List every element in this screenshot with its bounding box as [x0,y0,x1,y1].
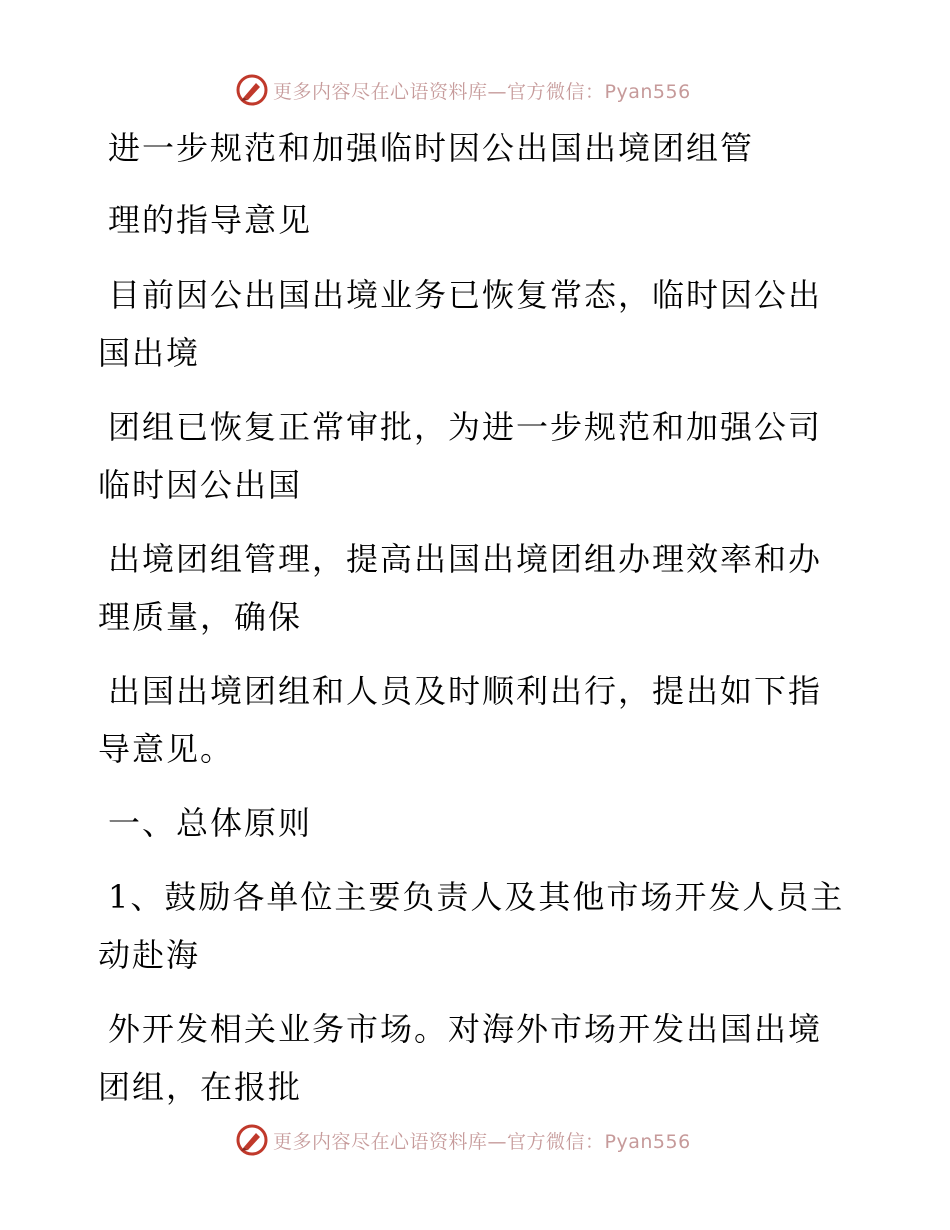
watermark-header [235,72,691,108]
paragraph-line: 出境团组管理，提高出国出境团组办理效率和办 [108,540,823,578]
paragraph-line: 团组，在报批 [98,1068,303,1106]
document-title-line-2: 理的指导意见 [108,201,313,239]
paragraph-line: 临时因公出国 [98,466,303,504]
section-heading: 一、总体原则 [108,804,313,842]
paragraph-line: 动赴海 [98,936,201,974]
pen-logo-icon [235,1123,269,1157]
watermark-footer [235,1122,691,1158]
watermark-text: 更多内容尽在心语资料库—官方微信：Pyan556 [273,1130,691,1153]
watermark-text: 更多内容尽在心语资料库—官方微信：Pyan556 [273,80,691,103]
paragraph-line: 导意见。 [98,730,235,768]
paragraph-line: 理质量，确保 [98,598,303,636]
paragraph-line: 国出境 [98,334,201,372]
paragraph-line: 1、鼓励各单位主要负责人及其他市场开发人员主 [108,878,845,916]
paragraph-line: 团组已恢复正常审批，为进一步规范和加强公司 [108,408,823,446]
paragraph-line: 出国出境团组和人员及时顺利出行，提出如下指 [108,672,823,710]
paragraph-line: 外开发相关业务市场。对海外市场开发出国出境 [108,1010,823,1048]
paragraph-line: 目前因公出国出境业务已恢复常态，临时因公出 [108,276,823,314]
document-title-line-1: 进一步规范和加强临时因公出国出境团组管 [108,129,755,167]
pen-logo-icon [235,73,269,107]
